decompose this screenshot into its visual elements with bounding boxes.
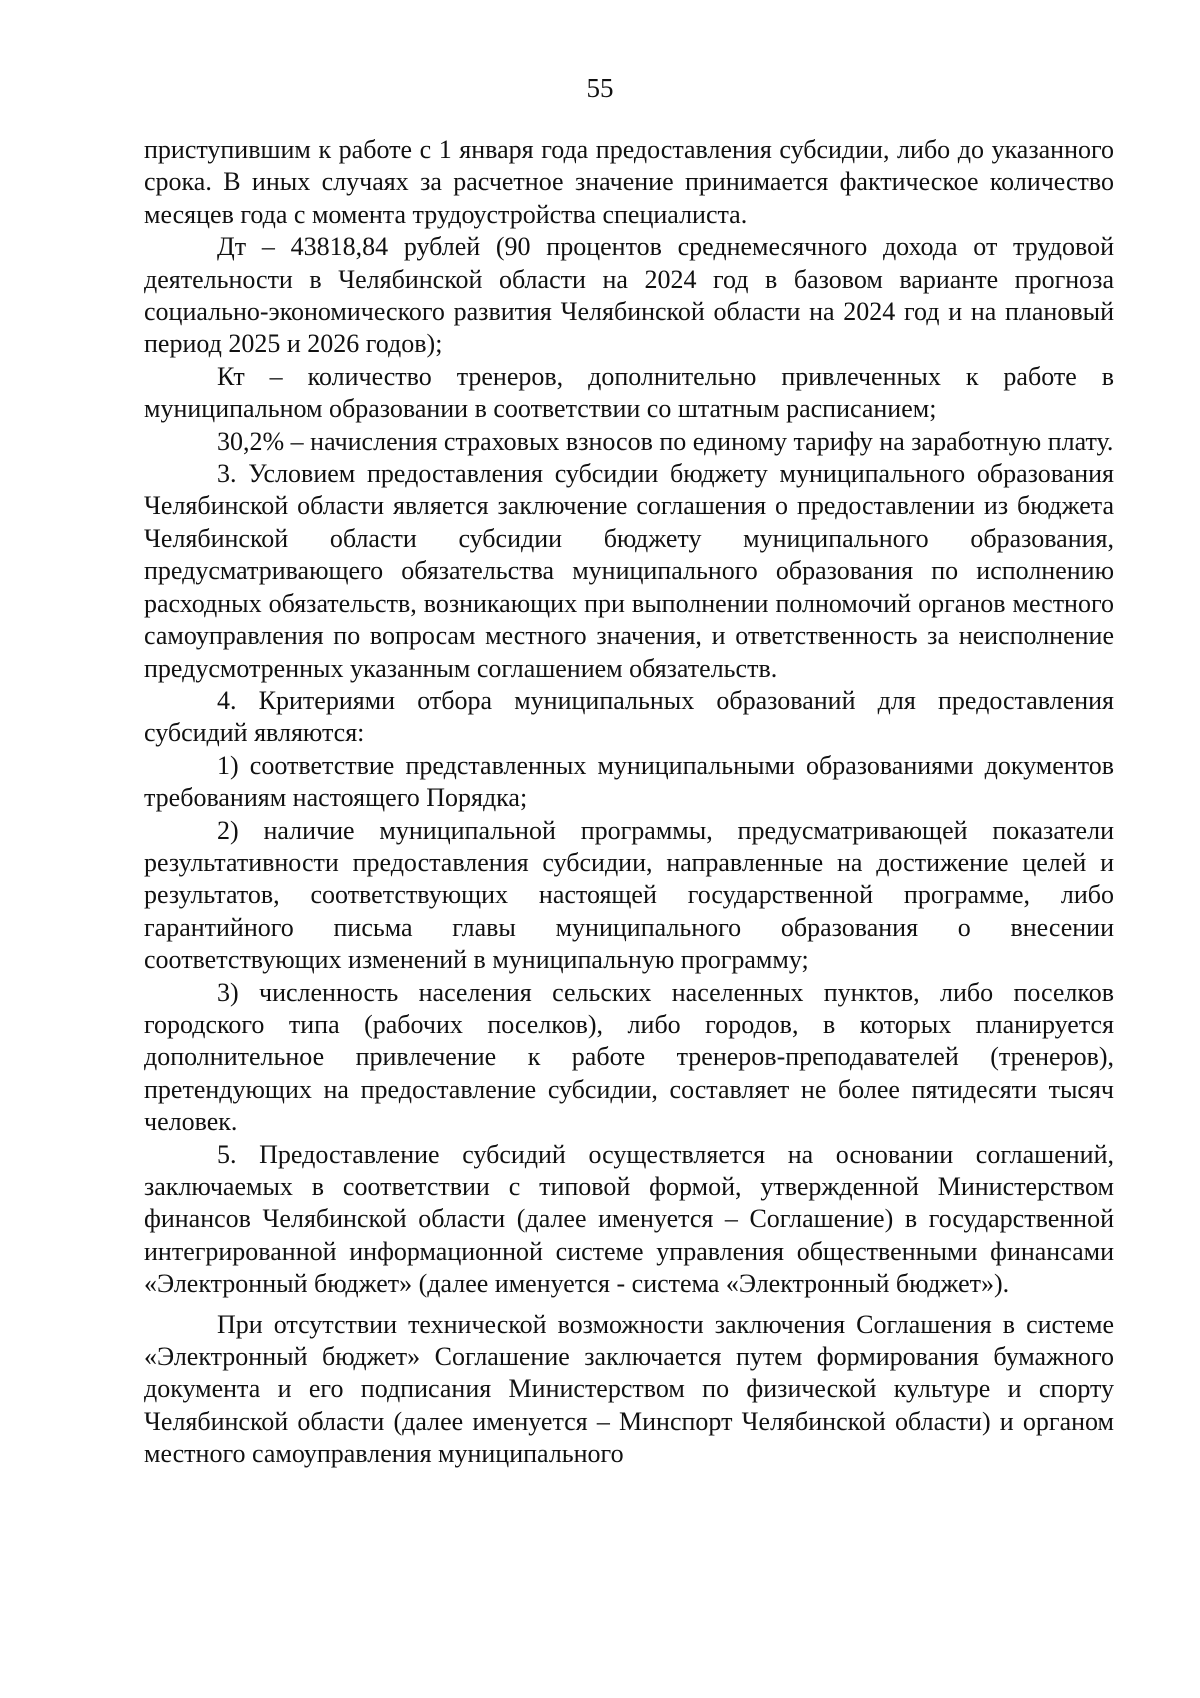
- paragraph-criterion-1: 1) соответствие представленных муниципальными образованиями документов требованиям настоящего Порядка;: [144, 750, 1114, 813]
- paragraph-item-5: 5. Предоставление субсидий осуществляется на основании соглашений, заключаемых в соответствии с типовой формой, утвержденной Министерством финансов Челябинской области (далее именуется – Соглашение) в государственной интегрированной информационной системе управления общественными финансами «Электронный бюджет» (далее именуется - система «Электронный бюджет»).: [144, 1139, 1114, 1299]
- paragraph-dt-definition: Дт – 43818,84 рублей (90 процентов среднемесячного дохода от трудовой деятельности в Челябинской области на 2024 год в базовом варианте прогноза социально-экономического развития Челябинской области на 2024 год и на плановый период 2025 и 2026 годов);: [144, 232, 1114, 359]
- paragraph-paper-agreement: При отсутствии технической возможности заключения Соглашения в системе «Электронный бюджет» Соглашение заключается путем формирования бумажного документа и его подписания Министерством по физической культуре и спорту Челябинской области (далее именуется – Минспорт Челябинской области) и органом местного самоуправления муниципального: [144, 1309, 1114, 1469]
- paragraph-criterion-3: 3) численность населения сельских населенных пунктов, либо поселков городского типа (рабочих поселков), либо городов, в которых планируется дополнительное привлечение к работе тренеров-преподавателей (тренеров), претендующих на предоставление субсидии, составляет не более пятидесяти тысяч человек.: [144, 977, 1114, 1137]
- paragraph-insurance-rate: 30,2% – начисления страховых взносов по единому тарифу на заработную плату.: [217, 426, 1114, 456]
- paragraph-continuation: приступившим к работе с 1 января года предоставления субсидии, либо до указанного срока. В иных случаях за расчетное значение принимается фактическое количество месяцев года с момента трудоустройства специалиста.: [144, 135, 1114, 229]
- page-number: 55: [586, 73, 614, 103]
- paragraph-item-4: 4. Критериями отбора муниципальных образований для предоставления субсидий являются:: [144, 685, 1114, 748]
- paragraph-kt-definition: Кт – количество тренеров, дополнительно привлеченных к работе в муниципальном образовании в соответствии со штатным расписанием;: [144, 361, 1114, 424]
- paragraph-criterion-2: 2) наличие муниципальной программы, предусматривающей показатели результативности предоставления субсидии, направленные на достижение целей и результатов, соответствующих настоящей государственной программе, либо гарантийного письма главы муниципального образования о внесении соответствующих изменений в муниципальную программу;: [144, 815, 1114, 975]
- paragraph-item-3: 3. Условием предоставления субсидии бюджету муниципального образования Челябинской области является заключение соглашения о предоставлении из бюджета Челябинской области субсидии бюджету муниципального образования, предусматривающего обязательства муниципального образования по исполнению расходных обязательств, возникающих при выполнении полномочий органов местного самоуправления по вопросам местного значения, и ответственность за неисполнение предусмотренных указанным соглашением обязательств.: [144, 459, 1114, 683]
- document-body: [144, 134, 1114, 1471]
